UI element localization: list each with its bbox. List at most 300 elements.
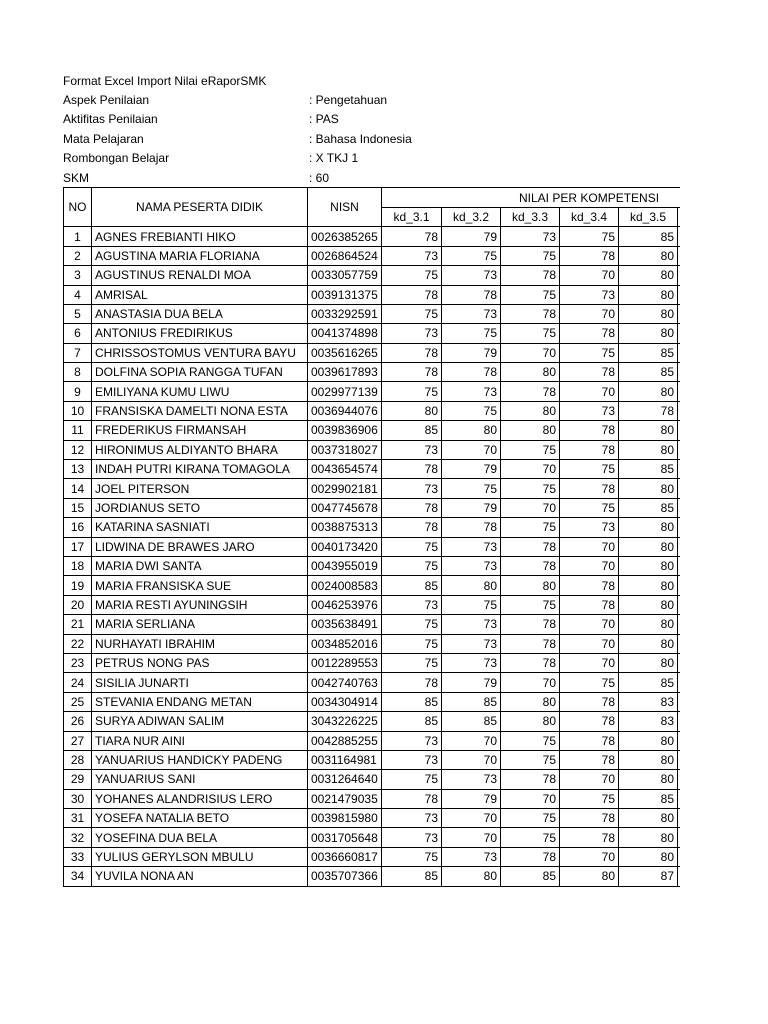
cell-score: 80 <box>619 556 678 575</box>
cell-score: 73 <box>560 518 619 537</box>
cell-no: 21 <box>64 615 92 634</box>
cell-score: 73 <box>382 246 442 265</box>
meta-row <box>63 149 768 168</box>
cell-blank <box>678 363 681 382</box>
cell-score: 85 <box>619 227 678 246</box>
cell-score: 75 <box>501 285 560 304</box>
cell-nisn: 0026864524 <box>308 246 382 265</box>
cell-score: 75 <box>501 731 560 750</box>
cell-score: 70 <box>560 537 619 556</box>
cell-score: 85 <box>501 867 560 886</box>
table-row <box>64 401 681 420</box>
cell-name: YANUARIUS HANDICKY PADENG <box>92 750 308 769</box>
cell-blank <box>678 653 681 672</box>
cell-score: 75 <box>501 440 560 459</box>
cell-name: YUVILA NONA AN <box>92 867 308 886</box>
cell-score: 78 <box>382 460 442 479</box>
cell-score: 73 <box>501 227 560 246</box>
cell-name: AGUSTINUS RENALDI MOA <box>92 266 308 285</box>
cell-nisn: 0021479035 <box>308 789 382 808</box>
cell-no: 15 <box>64 498 92 517</box>
cell-score: 79 <box>442 789 501 808</box>
cell-score: 73 <box>442 653 501 672</box>
meta-row <box>63 90 768 109</box>
cell-score: 80 <box>619 634 678 653</box>
cell-score: 85 <box>619 460 678 479</box>
cell-score: 78 <box>382 673 442 692</box>
cell-no: 20 <box>64 595 92 614</box>
cell-score: 83 <box>619 692 678 711</box>
cell-blank <box>678 266 681 285</box>
cell-name: MARIA SERLIANA <box>92 615 308 634</box>
meta-label: Aktifitas Penilaian <box>63 112 158 127</box>
cell-name: AMRISAL <box>92 285 308 304</box>
cell-score: 70 <box>442 750 501 769</box>
cell-score: 80 <box>560 867 619 886</box>
cell-no: 4 <box>64 285 92 304</box>
header-kd: kd_3.5 <box>619 207 678 227</box>
cell-nisn: 0034852016 <box>308 634 382 653</box>
cell-blank <box>678 401 681 420</box>
cell-score: 80 <box>619 382 678 401</box>
cell-score: 70 <box>560 304 619 323</box>
cell-nisn: 0036944076 <box>308 401 382 420</box>
cell-name: JORDIANUS SETO <box>92 498 308 517</box>
cell-nisn: 0041374898 <box>308 324 382 343</box>
table-row <box>64 479 681 498</box>
cell-score: 75 <box>560 227 619 246</box>
cell-blank <box>678 731 681 750</box>
cell-score: 78 <box>560 246 619 265</box>
cell-score: 78 <box>560 421 619 440</box>
cell-score: 70 <box>442 440 501 459</box>
table-row <box>64 460 681 479</box>
table-row <box>64 382 681 401</box>
cell-score: 75 <box>442 479 501 498</box>
cell-score: 70 <box>442 809 501 828</box>
cell-score: 78 <box>501 266 560 285</box>
table-row <box>64 440 681 459</box>
cell-blank <box>678 440 681 459</box>
table-row <box>64 770 681 789</box>
table-row <box>64 750 681 769</box>
table-row <box>64 421 681 440</box>
cell-score: 78 <box>560 595 619 614</box>
cell-name: EMILIYANA KUMU LIWU <box>92 382 308 401</box>
cell-score: 75 <box>501 750 560 769</box>
table-row <box>64 615 681 634</box>
meta-row <box>63 71 768 90</box>
table-row <box>64 828 681 847</box>
table-row <box>64 712 681 731</box>
header-kd: kd_3.1 <box>382 207 442 227</box>
cell-score: 78 <box>501 634 560 653</box>
cell-blank <box>678 828 681 847</box>
cell-no: 19 <box>64 576 92 595</box>
cell-score: 80 <box>619 421 678 440</box>
meta-label: Format Excel Import Nilai eRaporSMK <box>63 73 267 88</box>
cell-name: YANUARIUS SANI <box>92 770 308 789</box>
cell-score: 75 <box>382 304 442 323</box>
cell-score: 80 <box>619 847 678 866</box>
cell-score: 78 <box>442 285 501 304</box>
cell-score: 70 <box>501 343 560 362</box>
cell-nisn: 3043226225 <box>308 712 382 731</box>
cell-score: 75 <box>501 479 560 498</box>
cell-score: 80 <box>619 653 678 672</box>
cell-no: 17 <box>64 537 92 556</box>
cell-no: 13 <box>64 460 92 479</box>
table-row <box>64 285 681 304</box>
table-row <box>64 324 681 343</box>
cell-score: 75 <box>501 324 560 343</box>
cell-score: 75 <box>560 498 619 517</box>
cell-score: 73 <box>442 266 501 285</box>
cell-nisn: 0031705648 <box>308 828 382 847</box>
meta-row <box>63 129 768 148</box>
header-name: NAMA PESERTA DIDIK <box>92 188 308 227</box>
cell-nisn: 0046253976 <box>308 595 382 614</box>
spreadsheet <box>63 71 768 887</box>
cell-score: 79 <box>442 343 501 362</box>
cell-blank <box>678 304 681 323</box>
cell-score: 70 <box>442 731 501 750</box>
cell-nisn: 0026385265 <box>308 227 382 246</box>
cell-score: 70 <box>501 789 560 808</box>
cell-nisn: 0047745678 <box>308 498 382 517</box>
cell-name: SURYA ADIWAN SALIM <box>92 712 308 731</box>
cell-score: 78 <box>560 479 619 498</box>
cell-score: 85 <box>382 576 442 595</box>
cell-nisn: 0037318027 <box>308 440 382 459</box>
cell-score: 70 <box>560 653 619 672</box>
cell-score: 70 <box>560 634 619 653</box>
cell-no: 27 <box>64 731 92 750</box>
table-row <box>64 809 681 828</box>
cell-no: 8 <box>64 363 92 382</box>
table-row <box>64 498 681 517</box>
cell-no: 30 <box>64 789 92 808</box>
cell-blank <box>678 615 681 634</box>
header-kd: kd_3.3 <box>501 207 560 227</box>
cell-name: MARIA RESTI AYUNINGSIH <box>92 595 308 614</box>
cell-blank <box>678 595 681 614</box>
cell-no: 25 <box>64 692 92 711</box>
cell-blank <box>678 867 681 886</box>
cell-score: 78 <box>501 847 560 866</box>
cell-score: 70 <box>560 770 619 789</box>
header-kd-blank <box>678 207 681 227</box>
table-row <box>64 537 681 556</box>
table-row <box>64 304 681 323</box>
cell-score: 78 <box>382 343 442 362</box>
cell-score: 75 <box>382 537 442 556</box>
cell-blank <box>678 518 681 537</box>
meta-value: : 60 <box>309 170 330 185</box>
cell-name: SISILIA JUNARTI <box>92 673 308 692</box>
cell-score: 75 <box>382 770 442 789</box>
cell-no: 32 <box>64 828 92 847</box>
cell-score: 73 <box>442 382 501 401</box>
cell-score: 73 <box>442 304 501 323</box>
cell-score: 85 <box>442 712 501 731</box>
cell-blank <box>678 634 681 653</box>
cell-score: 80 <box>501 401 560 420</box>
cell-nisn: 0042885255 <box>308 731 382 750</box>
cell-nisn: 0039815980 <box>308 809 382 828</box>
table-row <box>64 576 681 595</box>
cell-score: 78 <box>619 401 678 420</box>
cell-name: FREDERIKUS FIRMANSAH <box>92 421 308 440</box>
cell-no: 29 <box>64 770 92 789</box>
cell-score: 80 <box>619 266 678 285</box>
cell-name: CHRISSOSTOMUS VENTURA BAYU <box>92 343 308 362</box>
cell-score: 73 <box>382 479 442 498</box>
table-row <box>64 653 681 672</box>
cell-score: 78 <box>560 731 619 750</box>
cell-score: 80 <box>501 421 560 440</box>
cell-score: 80 <box>619 537 678 556</box>
cell-score: 80 <box>442 576 501 595</box>
cell-score: 83 <box>619 712 678 731</box>
cell-score: 78 <box>560 750 619 769</box>
cell-score: 78 <box>382 498 442 517</box>
cell-score: 73 <box>382 595 442 614</box>
cell-score: 78 <box>501 304 560 323</box>
cell-score: 80 <box>382 401 442 420</box>
table-row <box>64 363 681 382</box>
cell-score: 75 <box>382 653 442 672</box>
cell-no: 22 <box>64 634 92 653</box>
cell-name: YOSEFA NATALIA BETO <box>92 809 308 828</box>
cell-name: KATARINA SASNIATI <box>92 518 308 537</box>
cell-blank <box>678 343 681 362</box>
meta-value: : PAS <box>309 112 339 127</box>
cell-score: 80 <box>619 440 678 459</box>
grade-table <box>63 187 680 886</box>
cell-score: 78 <box>442 518 501 537</box>
cell-score: 70 <box>501 673 560 692</box>
cell-name: AGUSTINA MARIA FLORIANA <box>92 246 308 265</box>
meta-label: Mata Pelajaran <box>63 131 144 146</box>
cell-nisn: 0042740763 <box>308 673 382 692</box>
cell-blank <box>678 712 681 731</box>
cell-nisn: 0036660817 <box>308 847 382 866</box>
cell-score: 85 <box>382 421 442 440</box>
cell-score: 78 <box>382 789 442 808</box>
cell-score: 79 <box>442 227 501 246</box>
cell-score: 85 <box>619 498 678 517</box>
cell-blank <box>678 460 681 479</box>
cell-score: 75 <box>382 615 442 634</box>
cell-score: 78 <box>560 324 619 343</box>
cell-nisn: 0038875313 <box>308 518 382 537</box>
cell-score: 78 <box>501 537 560 556</box>
cell-score: 75 <box>382 634 442 653</box>
cell-no: 6 <box>64 324 92 343</box>
header-no: NO <box>64 188 92 227</box>
cell-score: 85 <box>382 867 442 886</box>
meta-block <box>63 71 768 187</box>
cell-score: 80 <box>619 595 678 614</box>
cell-score: 78 <box>501 653 560 672</box>
cell-blank <box>678 382 681 401</box>
table-row <box>64 867 681 886</box>
cell-score: 78 <box>560 828 619 847</box>
cell-blank <box>678 421 681 440</box>
cell-blank <box>678 556 681 575</box>
table-row <box>64 595 681 614</box>
cell-blank <box>678 692 681 711</box>
cell-score: 73 <box>442 770 501 789</box>
cell-nisn: 0024008583 <box>308 576 382 595</box>
cell-blank <box>678 246 681 265</box>
table-row <box>64 556 681 575</box>
table-row <box>64 634 681 653</box>
cell-nisn: 0031264640 <box>308 770 382 789</box>
table-row <box>64 266 681 285</box>
header-nisn: NISN <box>308 188 382 227</box>
cell-name: YULIUS GERYLSON MBULU <box>92 847 308 866</box>
cell-score: 78 <box>501 382 560 401</box>
table-row <box>64 227 681 246</box>
cell-no: 1 <box>64 227 92 246</box>
cell-nisn: 0029902181 <box>308 479 382 498</box>
cell-no: 23 <box>64 653 92 672</box>
meta-row <box>63 110 768 129</box>
header-group-competency: NILAI PER KOMPETENSI <box>382 188 681 208</box>
cell-score: 73 <box>442 847 501 866</box>
cell-score: 78 <box>560 809 619 828</box>
cell-score: 70 <box>501 460 560 479</box>
cell-name: ANTONIUS FREDIRIKUS <box>92 324 308 343</box>
cell-score: 80 <box>619 615 678 634</box>
table-row <box>64 343 681 362</box>
cell-score: 85 <box>382 692 442 711</box>
cell-score: 80 <box>619 518 678 537</box>
cell-score: 80 <box>619 285 678 304</box>
cell-score: 78 <box>382 518 442 537</box>
meta-label: Rombongan Belajar <box>63 151 170 166</box>
meta-value: : Bahasa Indonesia <box>309 131 412 146</box>
cell-score: 70 <box>560 266 619 285</box>
cell-blank <box>678 789 681 808</box>
cell-score: 78 <box>382 363 442 382</box>
cell-score: 75 <box>560 789 619 808</box>
cell-score: 80 <box>442 867 501 886</box>
cell-blank <box>678 324 681 343</box>
cell-score: 85 <box>619 673 678 692</box>
cell-no: 5 <box>64 304 92 323</box>
cell-blank <box>678 498 681 517</box>
cell-name: TIARA NUR AINI <box>92 731 308 750</box>
cell-no: 2 <box>64 246 92 265</box>
cell-score: 80 <box>619 304 678 323</box>
meta-value: : X TKJ 1 <box>309 151 359 166</box>
cell-nisn: 0039131375 <box>308 285 382 304</box>
cell-score: 75 <box>442 595 501 614</box>
cell-score: 79 <box>442 460 501 479</box>
cell-name: LIDWINA DE BRAWES JARO <box>92 537 308 556</box>
cell-score: 85 <box>382 712 442 731</box>
cell-no: 28 <box>64 750 92 769</box>
cell-score: 73 <box>442 556 501 575</box>
cell-name: YOHANES ALANDRISIUS LERO <box>92 789 308 808</box>
cell-score: 80 <box>619 809 678 828</box>
cell-name: MARIA DWI SANTA <box>92 556 308 575</box>
cell-score: 73 <box>382 731 442 750</box>
cell-score: 85 <box>619 789 678 808</box>
cell-score: 75 <box>560 673 619 692</box>
cell-score: 80 <box>501 712 560 731</box>
cell-score: 70 <box>501 498 560 517</box>
cell-nisn: 0043654574 <box>308 460 382 479</box>
cell-blank <box>678 537 681 556</box>
cell-nisn: 0039836906 <box>308 421 382 440</box>
cell-no: 11 <box>64 421 92 440</box>
cell-score: 78 <box>501 556 560 575</box>
cell-score: 75 <box>382 556 442 575</box>
cell-nisn: 0035638491 <box>308 615 382 634</box>
cell-score: 75 <box>501 518 560 537</box>
cell-nisn: 0043955019 <box>308 556 382 575</box>
cell-score: 75 <box>501 246 560 265</box>
cell-score: 75 <box>501 828 560 847</box>
cell-score: 80 <box>501 576 560 595</box>
cell-nisn: 0034304914 <box>308 692 382 711</box>
cell-score: 73 <box>382 324 442 343</box>
cell-score: 73 <box>560 401 619 420</box>
cell-score: 80 <box>619 770 678 789</box>
cell-score: 78 <box>560 363 619 382</box>
cell-score: 78 <box>560 712 619 731</box>
cell-score: 79 <box>442 673 501 692</box>
cell-no: 31 <box>64 809 92 828</box>
cell-blank <box>678 770 681 789</box>
cell-score: 75 <box>501 595 560 614</box>
cell-blank <box>678 750 681 769</box>
cell-score: 85 <box>619 363 678 382</box>
cell-blank <box>678 576 681 595</box>
cell-score: 75 <box>442 401 501 420</box>
cell-score: 78 <box>442 363 501 382</box>
cell-no: 16 <box>64 518 92 537</box>
cell-nisn: 0033057759 <box>308 266 382 285</box>
cell-score: 70 <box>442 828 501 847</box>
cell-no: 14 <box>64 479 92 498</box>
cell-score: 80 <box>501 692 560 711</box>
cell-no: 10 <box>64 401 92 420</box>
cell-nisn: 0029977139 <box>308 382 382 401</box>
cell-name: INDAH PUTRI KIRANA TOMAGOLA <box>92 460 308 479</box>
table-row <box>64 246 681 265</box>
cell-score: 80 <box>619 324 678 343</box>
table-row <box>64 518 681 537</box>
cell-score: 73 <box>382 440 442 459</box>
cell-name: JOEL PITERSON <box>92 479 308 498</box>
cell-name: DOLFINA SOPIA RANGGA TUFAN <box>92 363 308 382</box>
cell-score: 75 <box>501 809 560 828</box>
cell-blank <box>678 809 681 828</box>
meta-row <box>63 168 768 187</box>
cell-no: 18 <box>64 556 92 575</box>
meta-label: Aspek Penilaian <box>63 93 150 108</box>
cell-score: 73 <box>382 809 442 828</box>
cell-name: YOSEFINA DUA BELA <box>92 828 308 847</box>
cell-score: 75 <box>382 382 442 401</box>
cell-score: 85 <box>442 692 501 711</box>
cell-score: 75 <box>442 246 501 265</box>
